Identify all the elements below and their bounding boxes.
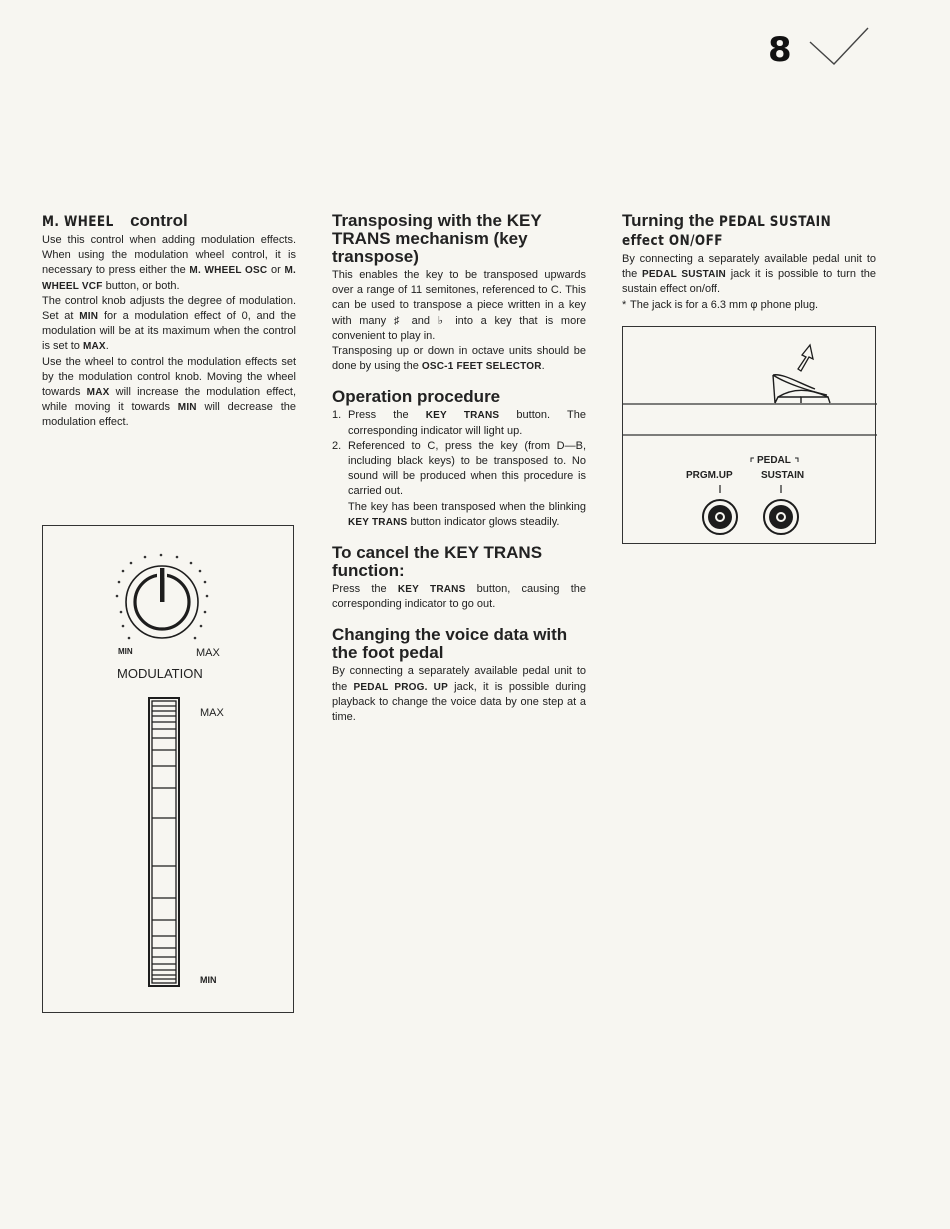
modulation-caption: MODULATION <box>117 666 203 681</box>
step-1: 1. Press the KEY TRANS button. The corresponding indicator will light up. <box>332 409 586 437</box>
heading-cancel-key-trans: To cancel the KEY TRANS function: <box>332 543 543 581</box>
wheel-min-label: MIN <box>200 975 217 985</box>
knob-min-label: MIN <box>118 647 133 656</box>
heading-operation-procedure: Operation procedure <box>332 387 501 407</box>
page-corner-chevron-icon <box>806 24 876 74</box>
column-modulation-wheel <box>42 212 296 431</box>
paragraph-control-knob: The control knob adjusts the degree of modulation. Set at MIN for a modulation effect of 0, and the modulation will be at its maximum when the control is set to MAX. <box>42 294 296 353</box>
heading-pedal-sustain: Turning the PEDAL SUSTAIN effect ON/OFF <box>622 211 832 249</box>
modulation-wheel-icon <box>149 698 179 986</box>
paragraph-cancel: Press the KEY TRANS button, causing the corresponding indicator to go out. <box>332 583 586 611</box>
note-phone-plug: * The jack is for a 6.3 mm φ phone plug. <box>622 298 819 311</box>
paragraph-voice-data: By connecting a separately available pedal unit to the PEDAL PROG. UP jack, it is possible during playback to change the voice data by one step at a time. <box>332 665 586 724</box>
paragraph-pedal-sustain: By connecting a separately available pedal unit to the PEDAL SUSTAIN jack it is possible to turn the sustain effect on/off. <box>622 253 876 296</box>
foot-pedal-icon <box>773 375 830 403</box>
page-number: 8 <box>768 30 791 70</box>
column-key-transpose <box>332 212 586 725</box>
press-arrow-icon <box>798 345 813 371</box>
heading-key-trans: Transposing with the KEY TRANS mechanism (key transpose) <box>332 211 542 266</box>
paragraph-key-trans-intro: This enables the key to be transposed upwards over a range of 11 semitones, referenced to C. This can be used to transpose a piece written in a key with many ♯ and ♭ into a key that is more convenient to play in. <box>332 269 586 342</box>
step-2: 2. Referenced to C, press the key (from D—B, including black keys) to be transposed to. No sound will be produced when this procedure is carried out. The key has been transposed when the blinking KEY TRANS button indicator glows steadily. <box>332 439 586 528</box>
heading-voice-data-foot-pedal: Changing the voice data with the foot pedal <box>332 625 568 663</box>
jack-prgm-up-icon <box>703 500 737 534</box>
jack-sustain-icon <box>764 500 798 534</box>
paragraph-wheel-usage: Use the wheel to control the modulation effects set by the modulation control knob. Moving the wheel towards MAX will increase the modulation effect, while moving it towards MIN will decrease the modulation effect. <box>42 355 296 429</box>
heading-m-wheel-control: M. WHEEL control <box>42 211 188 230</box>
wheel-max-label: MAX <box>200 707 224 719</box>
modulation-figure <box>42 525 294 1013</box>
jack-prgm-up-label: PRGM.UP <box>686 470 733 481</box>
paragraph-octave-units: Transposing up or down in octave units should be done by using the OSC-1 FEET SELECTOR. <box>332 345 586 373</box>
column-pedal-sustain <box>622 212 876 313</box>
pedal-figure <box>622 326 876 544</box>
knob-max-label: MAX <box>196 647 220 659</box>
paragraph-m-wheel-usage: Use this control when adding modulation effects. When using the modulation wheel control, it is necessary to press either the M. WHEEL OSC or M. WHEEL VCF button, or both. <box>42 234 296 292</box>
jack-sustain-label: SUSTAIN <box>761 470 805 481</box>
modulation-knob-icon <box>126 566 198 638</box>
pedal-group-label: PEDAL <box>757 455 791 466</box>
operation-steps <box>332 408 586 530</box>
